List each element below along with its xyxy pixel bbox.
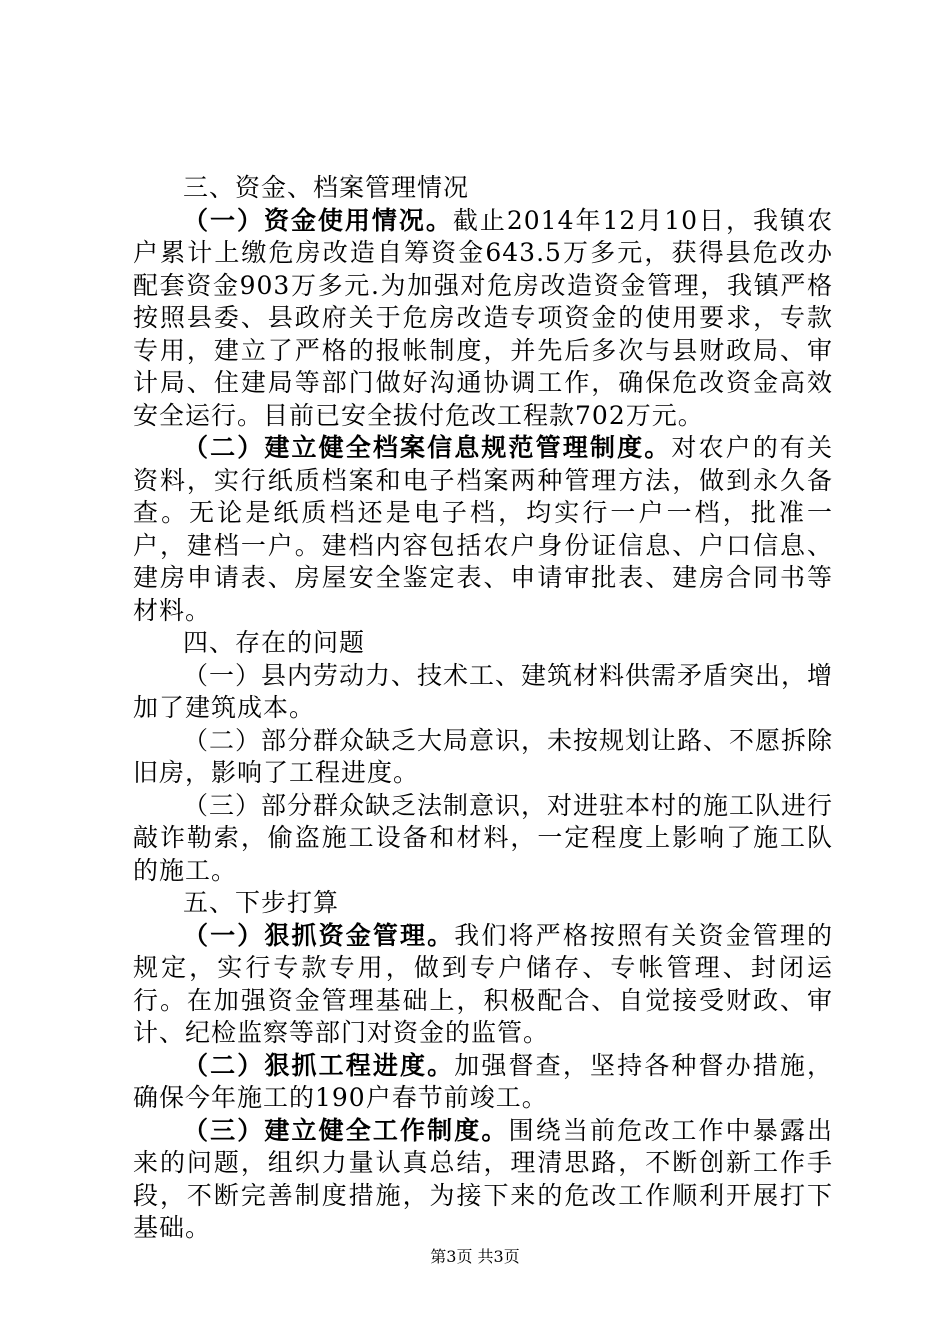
paragraph-plan-progress bbox=[133, 1050, 833, 1115]
paragraph-lead: （三）建立健全工作制度。 bbox=[183, 1115, 509, 1145]
paragraph-lead: （一）资金使用情况。 bbox=[183, 205, 453, 235]
paragraph-text: 截止2014年12月10日，我镇农户累计上缴危房改造自筹资金643.5万多元，获得县危改办配套资金903万多元.为加强对危房改造资金管理，我镇严格按照县委、县政府关于危房改造专项资金的使用要求，专款专用，建立了严格的报帐制度，并先后多次与县财政局、审计局、住建局等部门做好沟通协调工作，确保危改资金高效安全运行。目前已安全拔付危改工程款702万元。 bbox=[133, 205, 833, 430]
paragraph-lead: （一）狠抓资金管理。 bbox=[183, 920, 455, 950]
paragraph-problem-2 bbox=[133, 725, 833, 790]
section-heading-problems: 四、存在的问题 bbox=[183, 628, 366, 657]
paragraph-text: 加强督查，坚持各种督办措施，确保今年施工的190户春节前竣工。 bbox=[133, 1050, 833, 1112]
paragraph-plan-funds bbox=[133, 920, 833, 1050]
paragraph-text: 对农户的有关资料，实行纸质档案和电子档案两种管理方法，做到永久备查。无论是纸质档还是电子档，均实行一户一档，批准一户，建档一户。建档内容包括农户身份证信息、户口信息、建房申请表、房屋安全鉴定表、申请审批表、建房合同书等材料。 bbox=[133, 433, 833, 625]
paragraph-text: （二）部分群众缺乏大局意识，未按规划让路、不愿拆除旧房，影响了工程进度。 bbox=[133, 725, 834, 787]
page-footer: 第3页 共3页 bbox=[430, 1247, 520, 1266]
section-heading-next-steps: 五、下步打算 bbox=[183, 888, 340, 917]
paragraph-text: 围绕当前危改工作中暴露出来的问题，组织力量认真总结，理清思路，不断创新工作手段，不断完善制度措施，为接下来的危改工作顺利开展打下基础。 bbox=[133, 1115, 833, 1242]
paragraph-text: （一）县内劳动力、技术工、建筑材料供需矛盾突出，增加了建筑成本。 bbox=[133, 660, 834, 722]
paragraph-lead: （二）狠抓工程进度。 bbox=[183, 1050, 455, 1080]
paragraph-text: 我们将严格按照有关资金管理的规定，实行专款专用，做到专户储存、专帐管理、封闭运行。在加强资金管理基础上，积极配合、自觉接受财政、审计、纪检监察等部门对资金的监管。 bbox=[133, 920, 833, 1047]
document-body bbox=[133, 172, 833, 1245]
paragraph-plan-system bbox=[133, 1115, 833, 1245]
paragraph-problem-3 bbox=[133, 790, 833, 888]
paragraph-funds-usage bbox=[133, 205, 833, 433]
paragraph-archive-management bbox=[133, 432, 833, 627]
paragraph-text: （三）部分群众缺乏法制意识，对进驻本村的施工队进行敲诈勒索，偷盗施工设备和材料，一定程度上影响了施工队的施工。 bbox=[133, 790, 834, 885]
paragraph-lead: （二）建立健全档案信息规范管理制度。 bbox=[183, 433, 672, 462]
section-heading-funds-archives: 三、资金、档案管理情况 bbox=[183, 173, 470, 202]
paragraph-problem-1 bbox=[133, 660, 833, 725]
